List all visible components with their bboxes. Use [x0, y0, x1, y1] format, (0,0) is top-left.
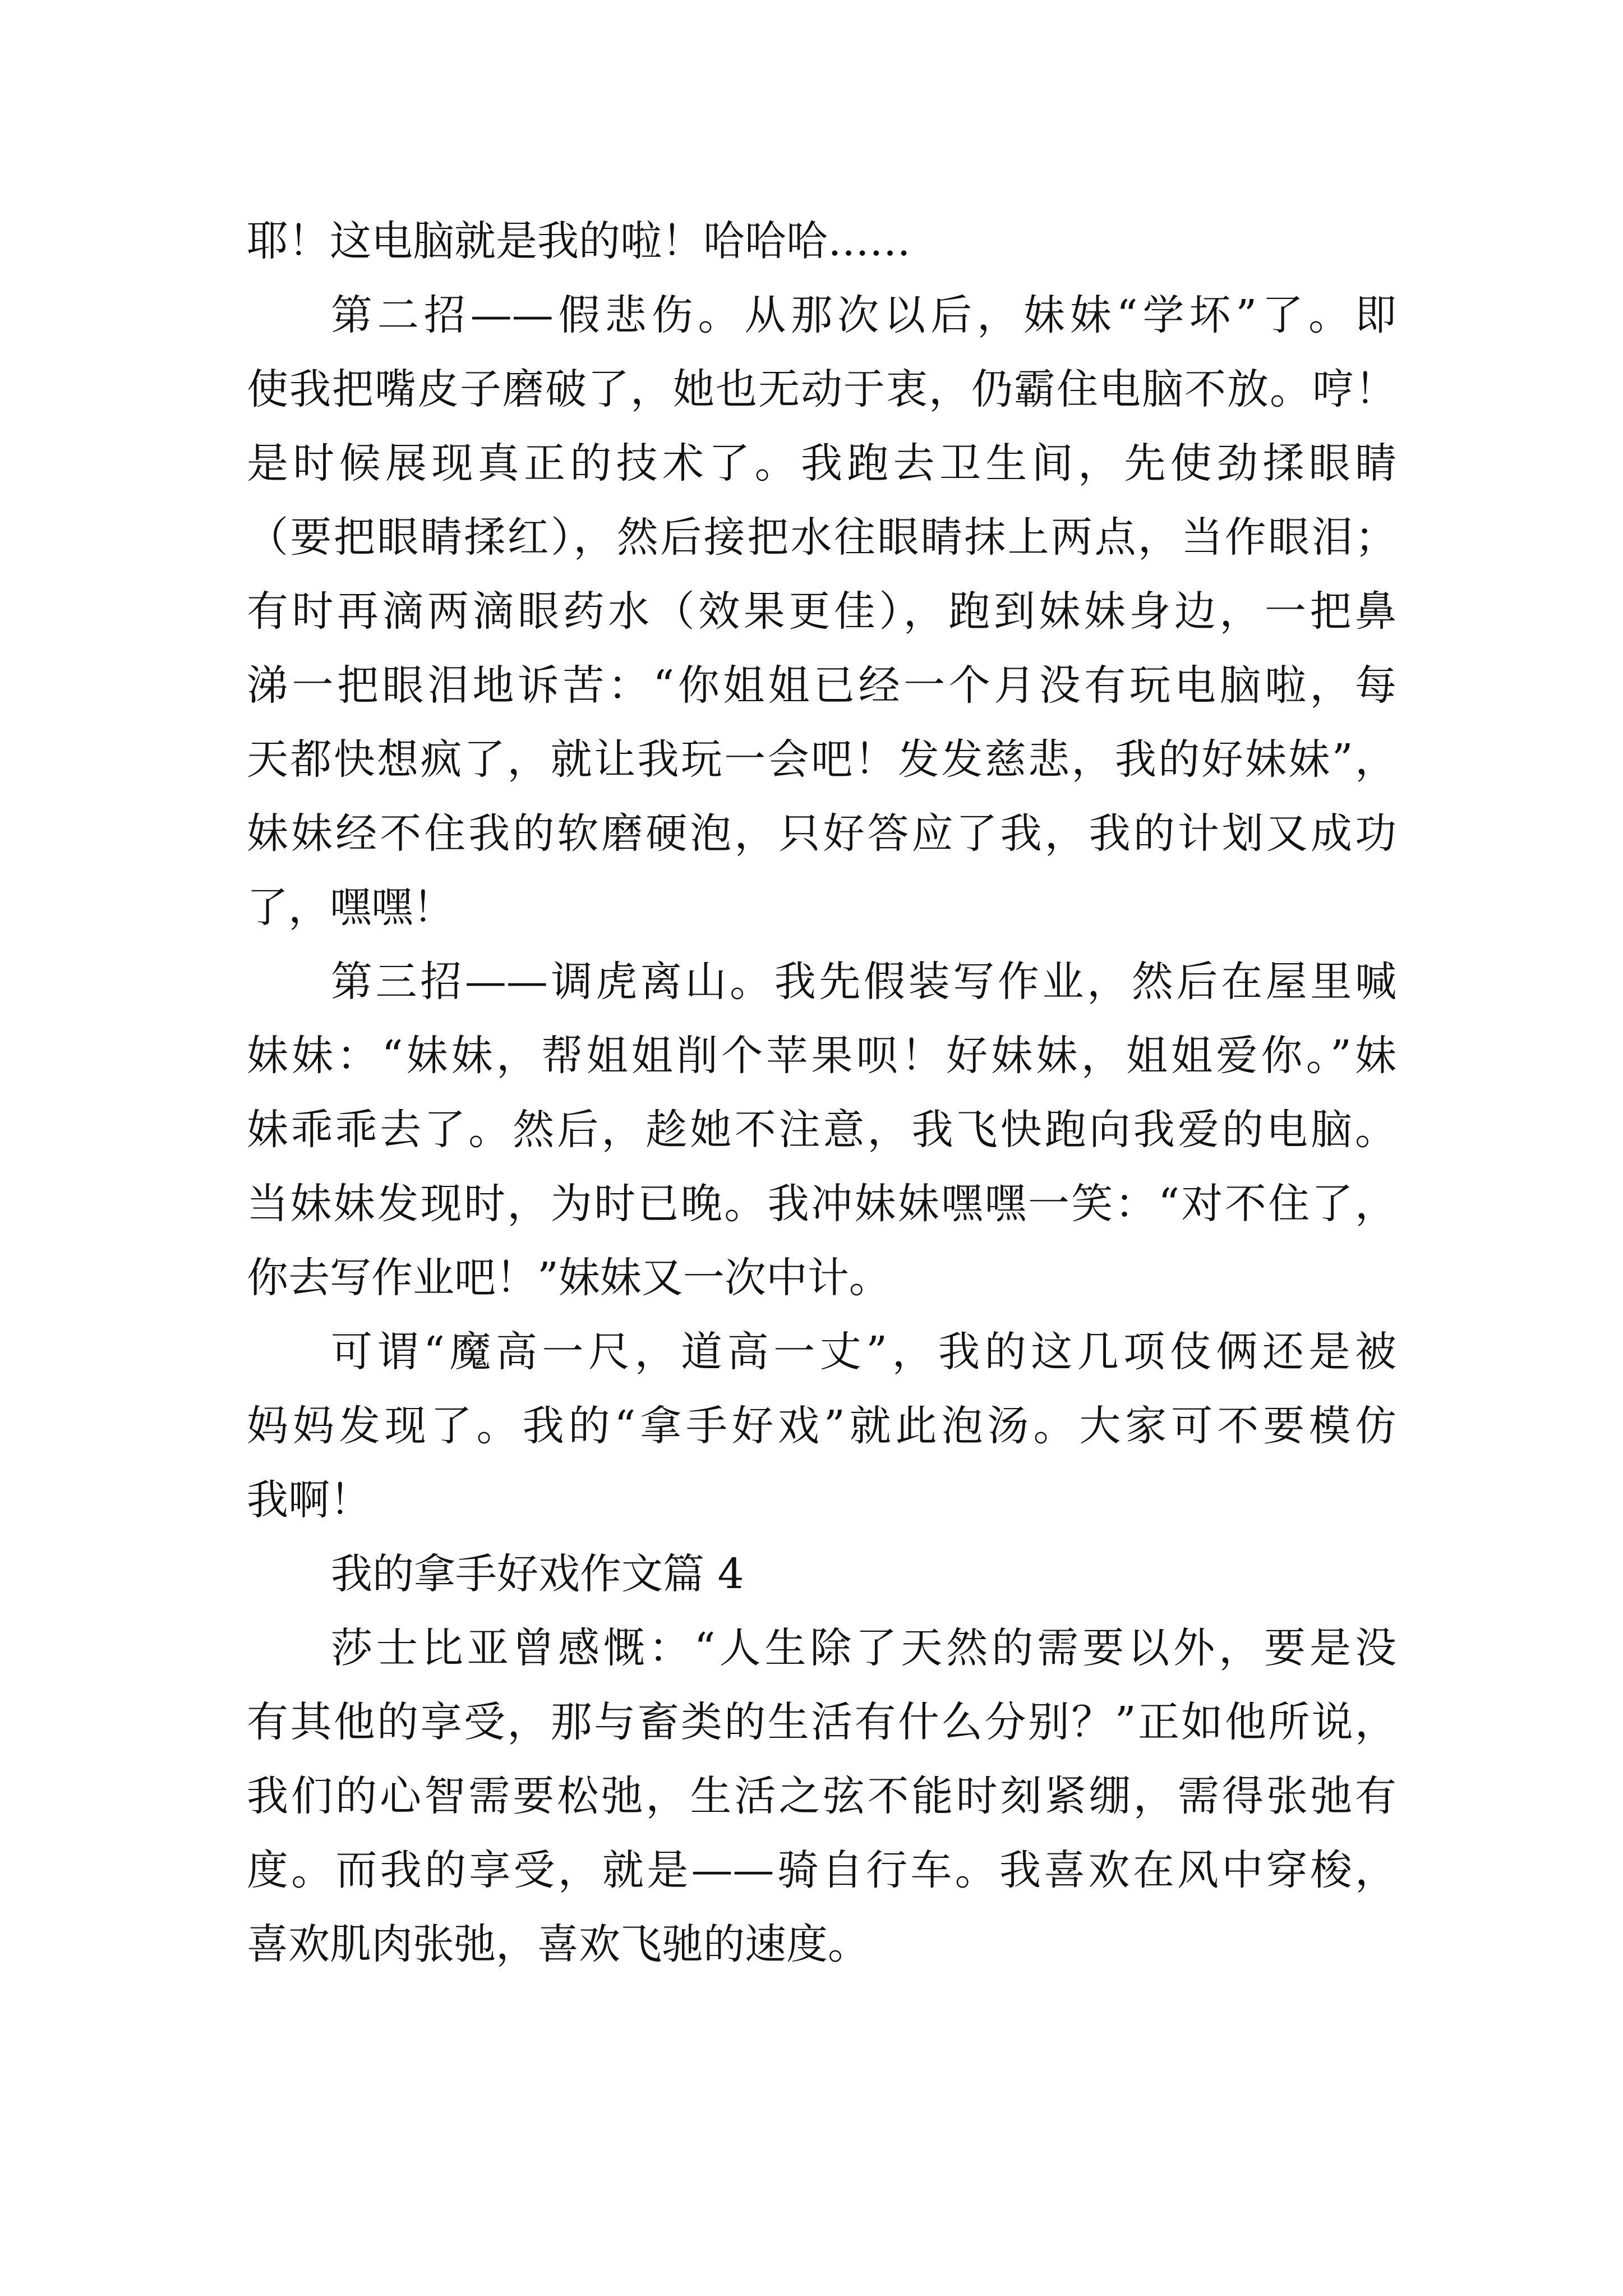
text-line: 度。而我的享受，就是——骑自行车。我喜欢在风中穿梭，: [247, 1846, 1396, 1894]
text-line: 了，嘿嘿！: [247, 884, 454, 932]
paragraph-first-line: 可谓“魔高一尺，道高一丈”，我的这几项伎俩还是被: [331, 1328, 1396, 1376]
paragraph-first-line: 第三招——调虎离山。我先假装写作业，然后在屋里喊: [331, 958, 1396, 1006]
text-line: 是时候展现真正的技术了。我跑去卫生间，先使劲揉眼睛: [247, 439, 1396, 487]
text-line: 涕一把眼泪地诉苦：“你姐姐已经一个月没有玩电脑啦，每: [247, 661, 1396, 710]
text-line: 当妹妹发现时，为时已晚。我冲妹妹嘿嘿一笑：“对不住了，: [247, 1180, 1396, 1228]
paragraph-first-line: 莎士比亚曾感慨：“人生除了天然的需要以外，要是没: [331, 1624, 1396, 1672]
text-line: 妈妈发现了。我的“拿手好戏”就此泡汤。大家可不要模仿: [247, 1402, 1396, 1450]
text-line: 我们的心智需要松弛，生活之弦不能时刻紧绷，需得张弛有: [247, 1772, 1396, 1820]
text-line: 妹乖乖去了。然后，趁她不注意，我飞快跑向我爱的电脑。: [247, 1106, 1396, 1154]
text-line: 我啊！: [247, 1476, 371, 1524]
text-line: 妹妹经不住我的软磨硬泡，只好答应了我，我的计划又成功: [247, 809, 1396, 858]
text-line: 有其他的享受，那与畜类的生活有什么分别？”正如他所说，: [247, 1698, 1396, 1746]
paragraph-first-line: 第二招——假悲伤。从那次以后，妹妹“学坏”了。即: [331, 291, 1396, 339]
text-line: 有时再滴两滴眼药水（效果更佳），跑到妹妹身边，一把鼻: [247, 587, 1396, 636]
text-line: 耶！这电脑就是我的啦！哈哈哈……: [247, 217, 911, 265]
text-line: 使我把嘴皮子磨破了，她也无动于衷，仍霸住电脑不放。哼！: [247, 365, 1396, 413]
section-heading: 我的拿手好戏作文篇 4: [331, 1550, 744, 1598]
text-line: （要把眼睛揉红），然后接把水往眼睛抹上两点，当作眼泪；: [247, 513, 1396, 562]
text-line: 妹妹：“妹妹，帮姐姐削个苹果呗！好妹妹，姐姐爱你。”妹: [247, 1032, 1396, 1080]
text-line: 你去写作业吧！”妹妹又一次中计。: [247, 1254, 891, 1302]
text-line: 喜欢肌肉张弛，喜欢飞驰的速度。: [247, 1920, 869, 1968]
text-line: 天都快想疯了，就让我玩一会吧！发发慈悲，我的好妹妹”，: [247, 735, 1396, 784]
